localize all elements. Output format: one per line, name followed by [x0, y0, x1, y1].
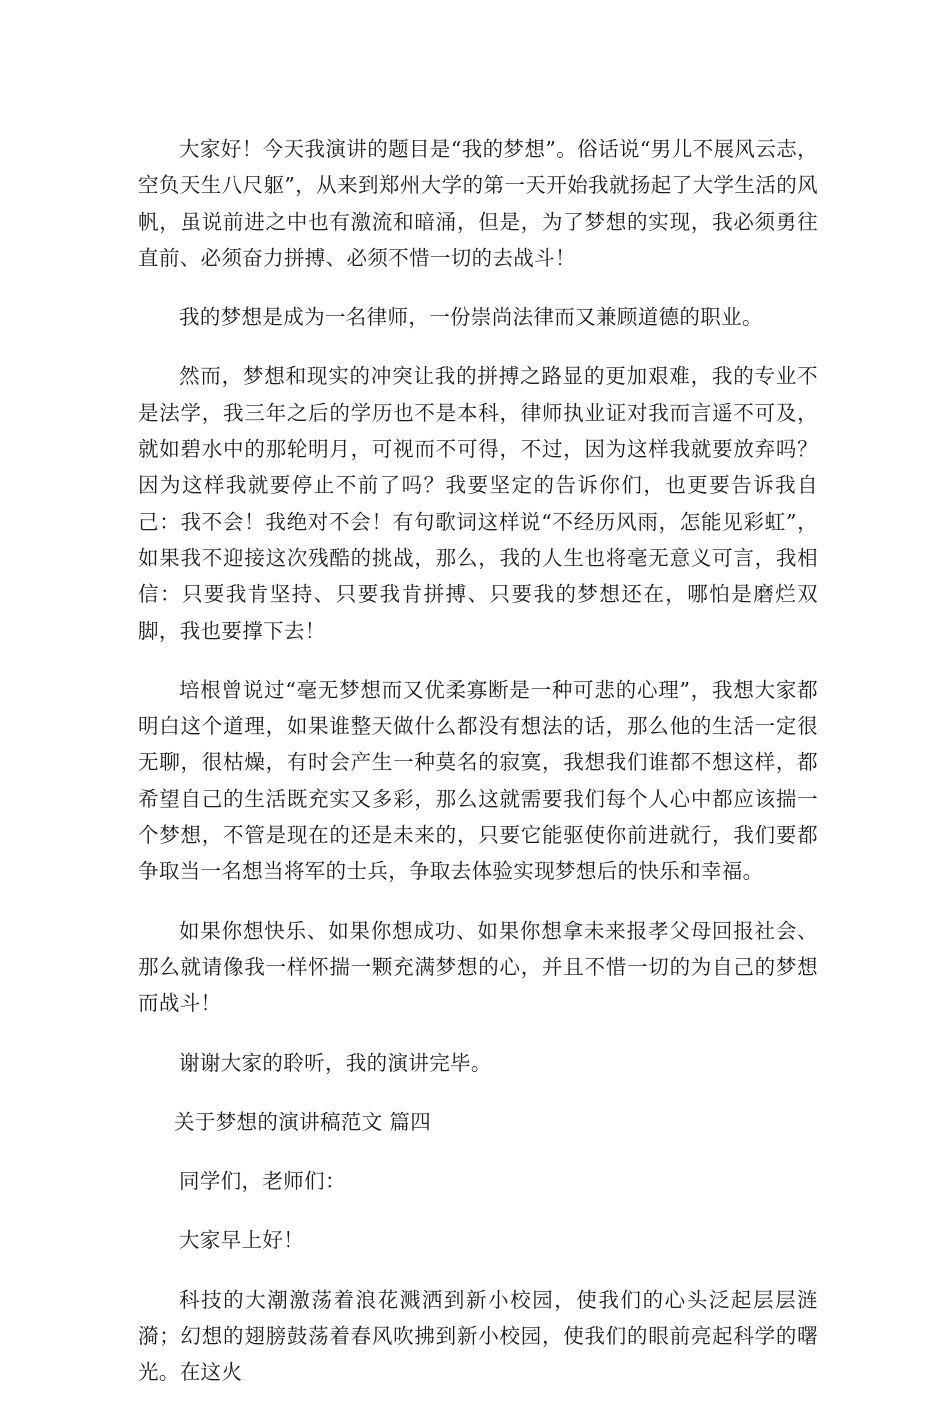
paragraph-greeting-audience: 同学们，老师们： [179, 1169, 346, 1194]
paragraph-thanks: 谢谢大家的聆听，我的演讲完毕。 [179, 1050, 492, 1075]
document-body [138, 131, 818, 1414]
section-heading: 关于梦想的演讲稿范文 篇四 [174, 1109, 432, 1134]
paragraph-technology: 科技的大潮激荡着浪花溅洒到新小校园，使我们的心头泛起层层涟漪；幻想的翅膀鼓荡着春风吹拂到新小校园，使我们的眼前亮起科学的曙光。在这火 [138, 1287, 818, 1385]
paragraph-conflict: 然而，梦想和现实的冲突让我的拼搏之路显的更加艰难，我的专业不是法学，我三年之后的学历也不是本科，律师执业证对我而言遥不可及，就如碧水中的那轮明月，可视而不可得，不过，因为这样我就要放弃吗？因为这样我就要停止不前了吗？我要坚定的告诉你们，也更要告诉我自己：我不会！我绝对不会！有句歌词这样说“不经历风雨，怎能见彩虹”，如果我不迎接这次残酷的挑战，那么，我的人生也将毫无意义可言，我相信：只要我肯坚持、只要我肯拼搏、只要我的梦想还在，哪怕是磨烂双脚，我也要撑下去！ [138, 364, 818, 643]
paragraph-dream-statement: 我的梦想是成为一名律师，一份崇尚法律而又兼顾道德的职业。 [179, 305, 763, 330]
paragraph-opening: 大家好！今天我演讲的题目是“我的梦想”。俗话说“男儿不展风云志，空负天生八尺躯”，从来到郑州大学的第一天开始我就扬起了大学生活的风帆，虽说前进之中也有激流和暗涌，但是，为了梦想的实现，我必须勇往直前、必须奋力拼搏、必须不惜一切的去战斗！ [138, 137, 818, 270]
paragraph-good-morning: 大家早上好！ [179, 1228, 305, 1253]
paragraph-bacon-quote: 培根曾说过“毫无梦想而又优柔寡断是一种可悲的心理”，我想大家都明白这个道理，如果谁整天做什么都没有想法的话，那么他的生活一定很无聊，很枯燥，有时会产生一种莫名的寂寞，我想我们谁都不想这样，都希望自己的生活既充实又多彩，那么这就需要我们每个人心中都应该揣一个梦想，不管是现在的还是未来的，只要它能驱使你前进就行，我们要都争取当一名想当将军的士兵，争取去体验实现梦想后的快乐和幸福。 [138, 677, 818, 884]
paragraph-call-to-action: 如果你想快乐、如果你想成功、如果你想拿未来报孝父母回报社会、那么就请像我一样怀揣一颗充满梦想的心，并且不惜一切的为自己的梦想而战斗！ [138, 918, 818, 1016]
